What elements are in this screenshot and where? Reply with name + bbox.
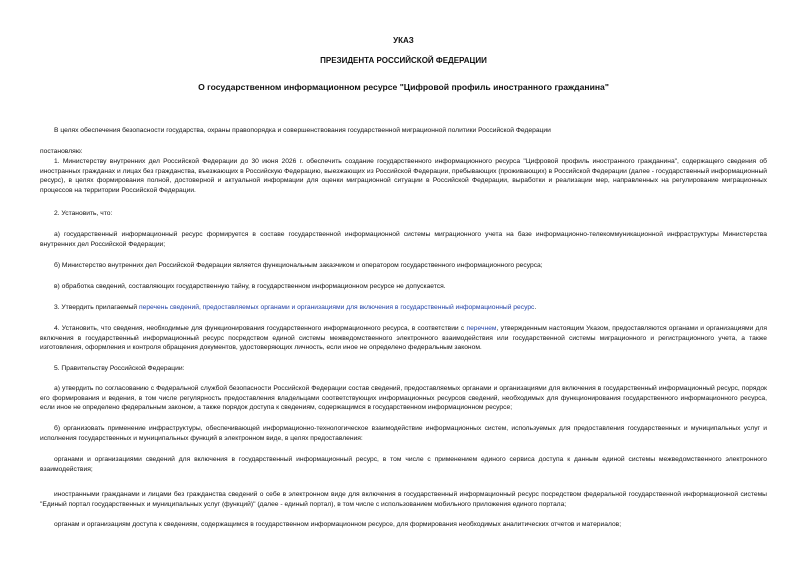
paragraph-4-text: 4. Установить, что сведения, необходимые для функционирования государственного информационного ресурса, в соответствии с xyxy=(54,325,467,332)
paragraph-1: 1. Министерству внутренних дел Российской Федерации до 30 июня 2026 г. обеспечить создание государственного информационного ресурса "Цифровой профиль иностранного гражданина", содержащего сведения об иностранных гражданах и лицах без гражданства, въезжающих в Российскую Федерацию, выезжающих из Российской Федерации, пребывающих (проживающих) в Российской Федерации (далее - государственный информационный ресурс), в целях формирования полной, достоверной и актуальной информации для оценки миграционной ситуации в Российской Федерации, выработки и реализации мер, направленных на регулирование миграционных процессов на территории Российской Федерации. xyxy=(40,158,767,195)
paragraph-5b: б) организовать применение инфраструктуры, обеспечивающей информационно-технологическое взаимодействие информационных систем, используемых для предоставления государственных и муниципальных услуг и исполнения государственных и муниципальных функций в электронном виде, в целях предоставления: xyxy=(40,425,767,442)
resolution-word: постановляю: xyxy=(40,148,83,155)
paragraph-2c: в) обработка сведений, составляющих государственную тайну, в государственном информационном ресурсе не допускается. xyxy=(54,283,446,290)
paragraph-5: 5. Правительству Российской Федерации: xyxy=(54,365,185,372)
decree-subject: О государственном информационном ресурсе "Цифровой профиль иностранного гражданина" xyxy=(198,82,609,92)
paragraph-4-rest: , утвержденным настоящим Указом, предоставляются органами и организациями для включения в государственный информационный ресурс посредством единой системы межведомственного электронного взаимодействия или государственной системы миграционного и регистрационного учета, а также изготовления, оформления и контроля обращения документов, удостоверяющих личность, если иное не определено федеральным законом. xyxy=(40,325,767,352)
issuer-title: ПРЕЗИДЕНТА РОССИЙСКОЙ ФЕДЕРАЦИИ xyxy=(320,56,487,65)
paragraph-3-text: 3. Утвердить прилагаемый xyxy=(54,304,139,311)
decree-title: УКАЗ xyxy=(393,36,414,45)
paragraph-5b-item-1: органами и организациями сведений для включения в государственный информационный ресурс, в том числе с применением единого сервиса доступа к данным единой системы межведомственного электронного взаимодействия; xyxy=(40,456,767,473)
paragraph-3-end: . xyxy=(534,304,537,311)
list-of-data-link[interactable]: перечень сведений, предоставляемых органами и организациями для включения в государственный информационный ресурс xyxy=(138,304,535,311)
preamble: В целях обеспечения безопасности государства, охраны правопорядка и совершенствования государственной миграционной политики Российской Федерации xyxy=(54,127,551,134)
list-link[interactable]: перечнем xyxy=(466,325,497,332)
paragraph-3 xyxy=(40,303,767,313)
paragraph-5b-item-3: органам и организациям доступа к сведениям, содержащимся в государственном информационном ресурсе, для формирования необходимых аналитических отчетов и материалов; xyxy=(54,521,622,528)
paragraph-5a: а) утвердить по согласованию с Федеральной службой безопасности Российской Федерации состав сведений, предоставляемых органами и организациями для включения в государственный информационный ресурс, порядок его формирования и ведения, в том числе регулярность предоставления владельцами соответствующих информационных ресурсов сведений, необходимых для функционирования государственного информационного ресурса, если иное не определено федеральным законом, а также порядок доступа к сведениям, содержащимся в государственном информационном ресурсе; xyxy=(40,385,767,412)
paragraph-2: 2. Установить, что: xyxy=(54,210,113,217)
paragraph-5b-item-2: иностранными гражданами и лицами без гражданства сведений о себе в электронном виде для включения в государственный информационный ресурс посредством федеральной государственной информационной системы "Единый портал государственных и муниципальных услуг (функций)" (далее - единый портал), в том числе с использованием мобильного приложения единого портала; xyxy=(40,491,767,508)
paragraph-2b: б) Министерство внутренних дел Российской Федерации является функциональным заказчиком и оператором государственного информационного ресурса; xyxy=(54,262,543,269)
paragraph-2a: а) государственный информационный ресурс формируется в составе государственной информационной системы миграционного учета на базе информационно-телекоммуникационной инфраструктуры Министерства внутренних дел Российской Федерации; xyxy=(40,231,767,248)
paragraph-4 xyxy=(40,324,767,353)
